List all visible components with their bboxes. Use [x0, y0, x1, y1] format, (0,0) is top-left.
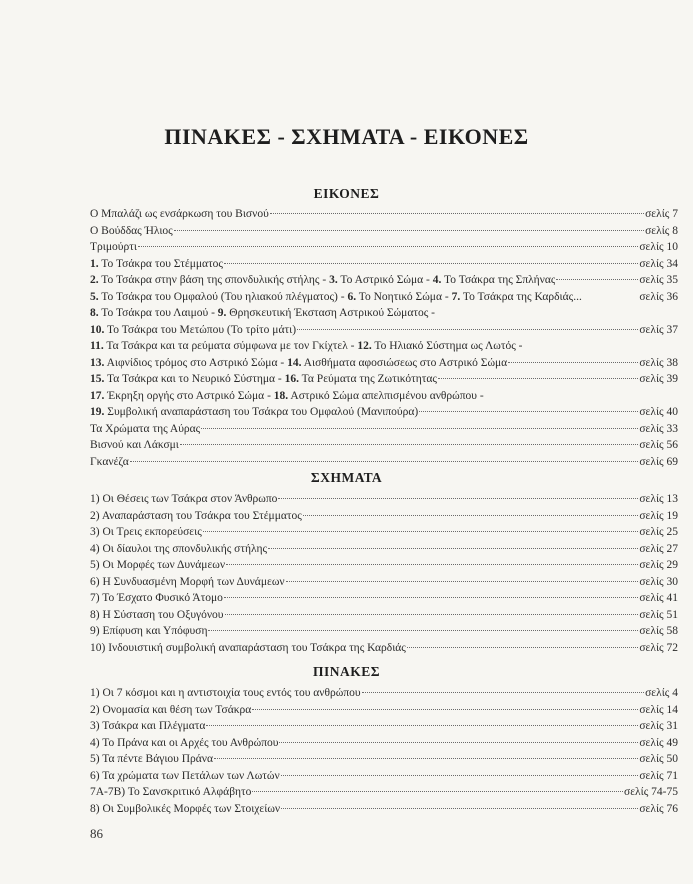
toc-entry-page: σελίς 29	[639, 559, 678, 571]
toc-entry-title: 2) Αναπαράσταση του Τσάκρα του Στέμματος	[90, 509, 302, 522]
toc-entry-page: σελίς 4	[645, 687, 678, 699]
toc-entry-title: 10. Το Τσάκρα του Μετώπου (Το τρίτο μάτι)	[90, 323, 297, 336]
section-heading-eikones: ΕΙΚΟΝΕΣ	[313, 186, 380, 201]
toc-entry-title: 5. Το Τσάκρα του Ομφαλού (Του ηλιακού πλέγματος) - 6. Το Νοητικό Σώμα - 7. Το Τσάκρα της Καρδιάς...	[90, 290, 582, 303]
toc-entry	[90, 541, 678, 558]
toc-entry	[90, 623, 678, 640]
dot-leader	[224, 597, 638, 598]
dot-leader	[214, 758, 638, 759]
toc-entry-page: σελίς 56	[639, 439, 678, 451]
toc-entry-title: Τριμούρτι	[90, 241, 137, 253]
toc-entry-page: σελίς 40	[639, 406, 678, 418]
toc-entry	[90, 801, 678, 818]
dot-leader	[268, 548, 638, 549]
toc-entry	[90, 322, 678, 339]
toc-entry-page: σελίς 74-75	[624, 786, 678, 798]
toc-entry	[90, 289, 678, 306]
toc-entry-title: 7Α-7Β) Το Σανσκριτικό Αλφάβητο	[90, 786, 252, 798]
dot-leader	[362, 692, 645, 693]
page-number: 86	[90, 826, 103, 841]
toc-entry-title: 11. Τα Τσάκρα και τα ρεύματα σύμφωνα με τον Γκίχτελ - 12. Το Ηλιακό Σύστημα ως Λωτός -	[90, 340, 523, 352]
dot-leader	[225, 614, 639, 615]
dot-leader	[281, 775, 639, 776]
toc-entry-title: 6) Η Συνδυασμένη Μορφή των Δυνάμεων	[90, 575, 285, 588]
toc-entry-title: Ο Βούδδας Ήλιος	[90, 224, 173, 237]
toc-entry	[90, 607, 678, 624]
toc-entry-title: 7) Το Έσχατο Φυσικό Άτομο	[90, 592, 223, 604]
toc-entry-title: 1) Οι Θέσεις των Τσάκρα στον Άνθρωπο	[90, 493, 278, 505]
toc-entry-page: σελίς 72	[639, 641, 678, 654]
toc-entry-page: σελίς 31	[639, 720, 678, 732]
toc-entry	[90, 751, 678, 768]
toc-entry-page: σελίς 76	[639, 802, 678, 815]
toc-entry-page: σελίς 10	[639, 241, 678, 253]
toc-entry-title: Ο Μπαλάζι ως ενσάρκωση του Βισνού	[90, 208, 269, 220]
toc-entry-title: 4) Οι δίαυλοι της σπονδυλικής στήλης	[90, 542, 268, 555]
toc-entry	[90, 557, 678, 574]
dot-leader	[252, 791, 623, 792]
toc-entry-page: σελίς 7	[645, 208, 678, 220]
dot-leader	[203, 531, 639, 532]
dot-leader	[208, 630, 638, 631]
toc-entry	[90, 305, 678, 322]
toc-entry-page: σελίς 58	[639, 625, 678, 637]
toc-entry-page: σελίς 35	[639, 274, 678, 286]
toc-entry-page: σελίς 71	[639, 769, 678, 782]
dot-leader	[180, 444, 638, 445]
toc-entry-page: σελίς 8	[645, 224, 678, 237]
toc-entry	[90, 702, 678, 719]
toc-entry	[90, 508, 678, 525]
toc-entry-title: 3) Τσάκρα και Πλέγματα	[90, 720, 206, 732]
toc-entry-title: 5) Οι Μορφές των Δυνάμεων	[90, 559, 226, 571]
toc-entry-title: 15. Τα Τσάκρα και το Νευρικό Σύστημα - 16. Τα Ρεύματα της Ζωτικότητας	[90, 373, 437, 385]
toc-entry-page: σελίς 19	[639, 509, 678, 522]
toc-entry-title: 5) Τα πέντε Βάγιου Πράνα	[90, 753, 214, 765]
toc-entry	[90, 685, 678, 702]
toc-entry	[90, 491, 678, 508]
toc-entry-title: Τα Χρώματα της Αύρας	[90, 422, 201, 435]
dot-leader	[407, 647, 638, 648]
toc-entry-page: σελίς 69	[639, 455, 678, 468]
toc-entry	[90, 256, 678, 273]
dot-leader	[438, 378, 638, 379]
toc-entry-title: 8) Η Σύσταση του Οξυγόνου	[90, 608, 224, 621]
toc-entry	[90, 524, 678, 541]
dot-leader	[278, 498, 638, 499]
toc-entry	[90, 355, 678, 372]
toc-entry	[90, 388, 678, 405]
toc-entry-page: σελίς 50	[639, 753, 678, 765]
dot-leader	[508, 362, 638, 363]
toc-entry	[90, 404, 678, 421]
toc-entry	[90, 640, 678, 657]
dot-leader	[252, 709, 638, 710]
toc-entry	[90, 437, 678, 454]
toc-entry-title: 17. Έκρηξη οργής στο Αστρικό Σώμα - 18. Αστρικό Σώμα απελπισμένου ανθρώπου -	[90, 389, 484, 402]
section-heading-pinakes: ΠΙΝΑΚΕΣ	[312, 664, 381, 679]
dot-leader	[419, 411, 638, 412]
dot-leader	[286, 581, 639, 582]
toc-entry-page: σελίς 51	[639, 608, 678, 621]
dot-leader	[281, 808, 638, 809]
dot-leader	[556, 279, 638, 280]
toc-entry-page: σελίς 36	[639, 290, 678, 303]
toc-entry-title: 2. Το Τσάκρα στην βάση της σπονδυλικής στήλης - 3. Το Αστρικό Σώμα - 4. Το Τσάκρα της Σπλήνας	[90, 274, 556, 286]
dot-leader	[138, 246, 638, 247]
toc-entry	[90, 371, 678, 388]
dot-leader	[206, 725, 638, 726]
toc-entry-page: σελίς 13	[639, 493, 678, 505]
dot-leader	[297, 329, 638, 330]
toc-entry	[90, 454, 678, 471]
toc-entry-page: σελίς 33	[639, 422, 678, 435]
dot-leader	[279, 742, 638, 743]
toc-entry-title: Γκανέζα	[90, 455, 129, 468]
toc-entry-page: σελίς 27	[639, 542, 678, 555]
toc-entry-page: σελίς 30	[639, 575, 678, 588]
toc-entry-page: σελίς 25	[639, 526, 678, 538]
toc-entry-title: 2) Ονομασία και θέση των Τσάκρα	[90, 703, 252, 716]
toc-entry	[90, 768, 678, 785]
toc-entry-title: 3) Οι Τρεις εκπορεύσεις	[90, 526, 202, 538]
toc-entry-page: σελίς 39	[639, 373, 678, 385]
toc-entry-page: σελίς 37	[639, 323, 678, 336]
toc-entry	[90, 735, 678, 752]
dot-leader	[270, 213, 644, 214]
dot-leader	[130, 461, 639, 462]
toc-entry	[90, 590, 678, 607]
toc-entry	[90, 206, 678, 223]
toc-entry-page: σελίς 41	[639, 592, 678, 604]
toc-entry-title: 1. Το Τσάκρα του Στέμματος	[90, 257, 223, 270]
dot-leader	[174, 230, 644, 231]
toc-entry-title: 13. Αιφνίδιος τρόμος στο Αστρικό Σώμα - 14. Αισθήματα αφοσιώσεως στο Αστρικό Σώμα	[90, 356, 508, 369]
toc-entry	[90, 574, 678, 591]
dot-leader	[303, 515, 639, 516]
toc-entry-page: σελίς 14	[639, 703, 678, 716]
dot-leader	[226, 564, 638, 565]
toc-entry	[90, 239, 678, 256]
toc-entry	[90, 784, 678, 801]
toc-entry-title: 19. Συμβολική αναπαράσταση του Τσάκρα του Ομφαλού (Μανιπούρα)	[90, 406, 419, 418]
toc-entry	[90, 223, 678, 240]
toc-entry-page: σελίς 49	[639, 736, 678, 749]
toc-entry	[90, 718, 678, 735]
toc-entry-title: 1) Οι 7 κόσμοι και η αντιστοιχία τους εντός του ανθρώπου	[90, 687, 361, 699]
toc-entry-title: 9) Επίφυση και Υπόφυση	[90, 625, 208, 637]
dot-leader	[201, 428, 638, 429]
toc-entry	[90, 421, 678, 438]
toc-entry-title: 8) Οι Συμβολικές Μορφές των Στοιχείων	[90, 802, 281, 815]
toc-entry-title: Βισνού και Λάκσμι	[90, 439, 179, 451]
toc-entry-page: σελίς 34	[639, 257, 678, 270]
toc-entry-title: 6) Τα χρώματα των Πετάλων των Λωτών	[90, 769, 280, 782]
toc-entry-title: 4) Το Πράνα και οι Αρχές του Ανθρώπου	[90, 736, 279, 749]
toc-entry-page: σελίς 38	[639, 356, 678, 369]
toc-entry	[90, 338, 678, 355]
toc-entry-title: 10) Ινδουιστική συμβολική αναπαράσταση του Τσάκρα της Καρδιάς	[90, 641, 406, 654]
toc-entry-title: 8. Το Τσάκρα του Λαιμού - 9. Θρησκευτική Έκσταση Αστρικού Σώματος -	[90, 307, 435, 319]
dot-leader	[224, 263, 638, 264]
section-heading-schimata: ΣΧΗΜΑΤΑ	[310, 470, 383, 485]
toc-entry	[90, 272, 678, 289]
page-title: ΠΙΝΑΚΕΣ - ΣΧΗΜΑΤΑ - ΕΙΚΟΝΕΣ	[164, 124, 529, 149]
